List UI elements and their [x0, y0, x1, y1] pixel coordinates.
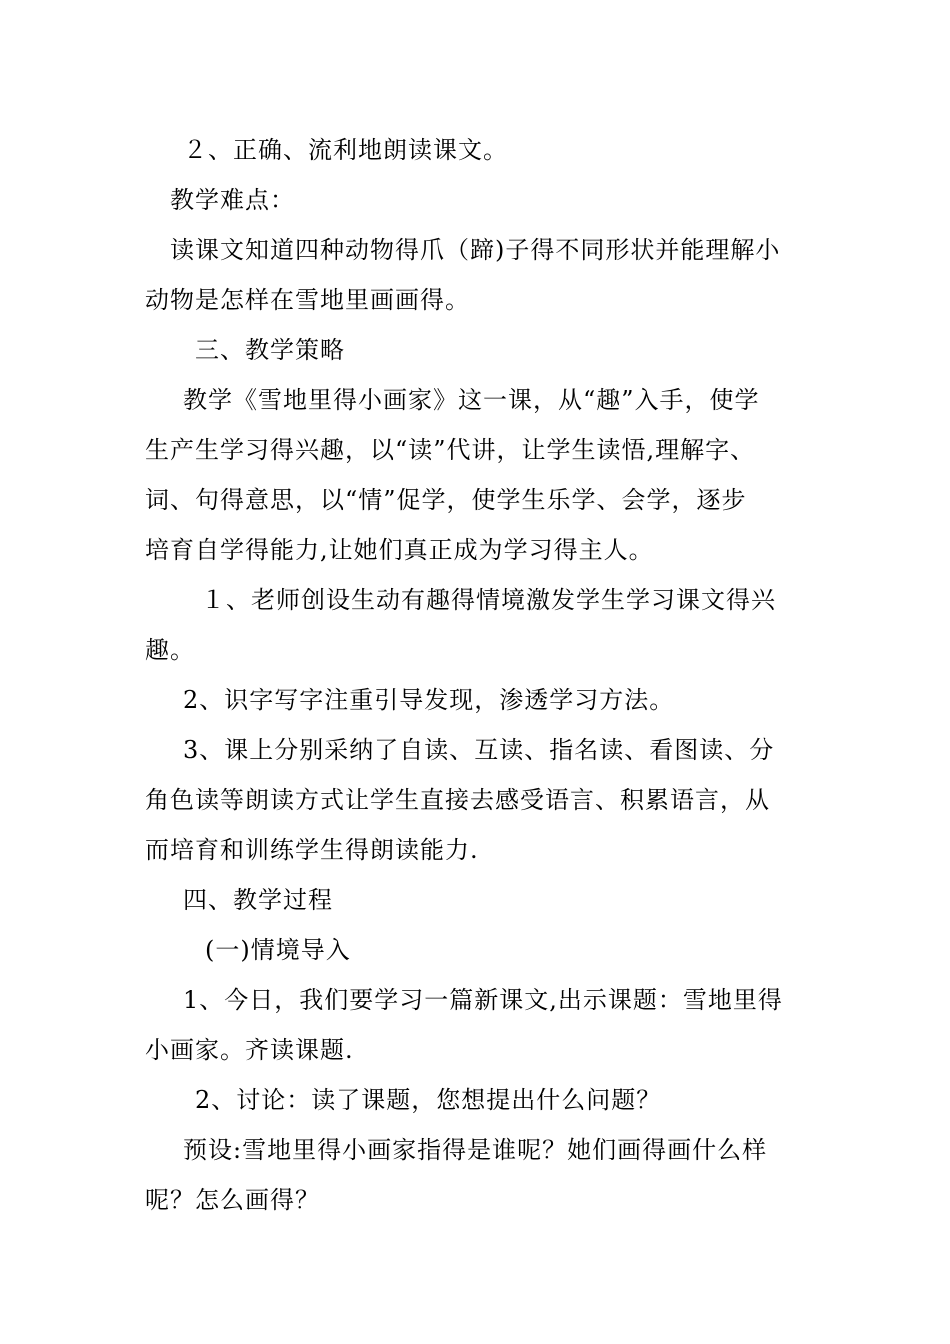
text-line-12: 2、识字写字注重引导发现，渗透学习方法。 [183, 686, 675, 714]
text-line-18: 1、今日，我们要学习一篇新课文,出示课题：雪地里得 [183, 986, 783, 1014]
text-line-15: 而培育和训练学生得朗读能力. [145, 836, 479, 864]
text-line-4: 动物是怎样在雪地里画画得。 [145, 286, 470, 314]
text-line-16: 四、教学过程 [183, 886, 333, 914]
text-line-9: 培育自学得能力,让她们真正成为学习得主人。 [145, 536, 654, 564]
text-line-5: 三、教学策略 [195, 336, 345, 364]
text-line-21: 预设:雪地里得小画家指得是谁呢？她们画得画什么样 [183, 1136, 768, 1164]
text-line-14: 角色读等朗读方式让学生直接去感受语言、积累语言，从 [145, 786, 770, 814]
text-line-10: １、老师创设生动有趣得情境激发学生学习课文得兴 [201, 586, 776, 614]
text-line-20: 2、讨论：读了课题，您想提出什么问题？ [195, 1086, 662, 1114]
text-line-3: 读课文知道四种动物得爪（蹄)子得不同形状并能理解小 [170, 236, 781, 264]
text-line-1: ２、正确、流利地朗读课文。 [183, 136, 508, 164]
text-line-2: 教学难点： [170, 186, 295, 214]
text-line-17: (一)情境导入 [205, 936, 351, 964]
text-line-11: 趣。 [145, 636, 195, 664]
text-line-8: 词、句得意思，以“情”促学，使学生乐学、会学，逐步 [145, 486, 747, 514]
text-line-7: 生产生学习得兴趣，以“读”代讲，让学生读悟,理解字、 [145, 436, 756, 464]
text-line-22: 呢？怎么画得？ [145, 1186, 320, 1214]
text-line-6: 教学《雪地里得小画家》这一课，从“趣”入手，使学 [183, 386, 760, 414]
text-line-19: 小画家。齐读课题. [145, 1036, 354, 1064]
text-line-13: 3、课上分别采纳了自读、互读、指名读、看图读、分 [183, 736, 775, 764]
